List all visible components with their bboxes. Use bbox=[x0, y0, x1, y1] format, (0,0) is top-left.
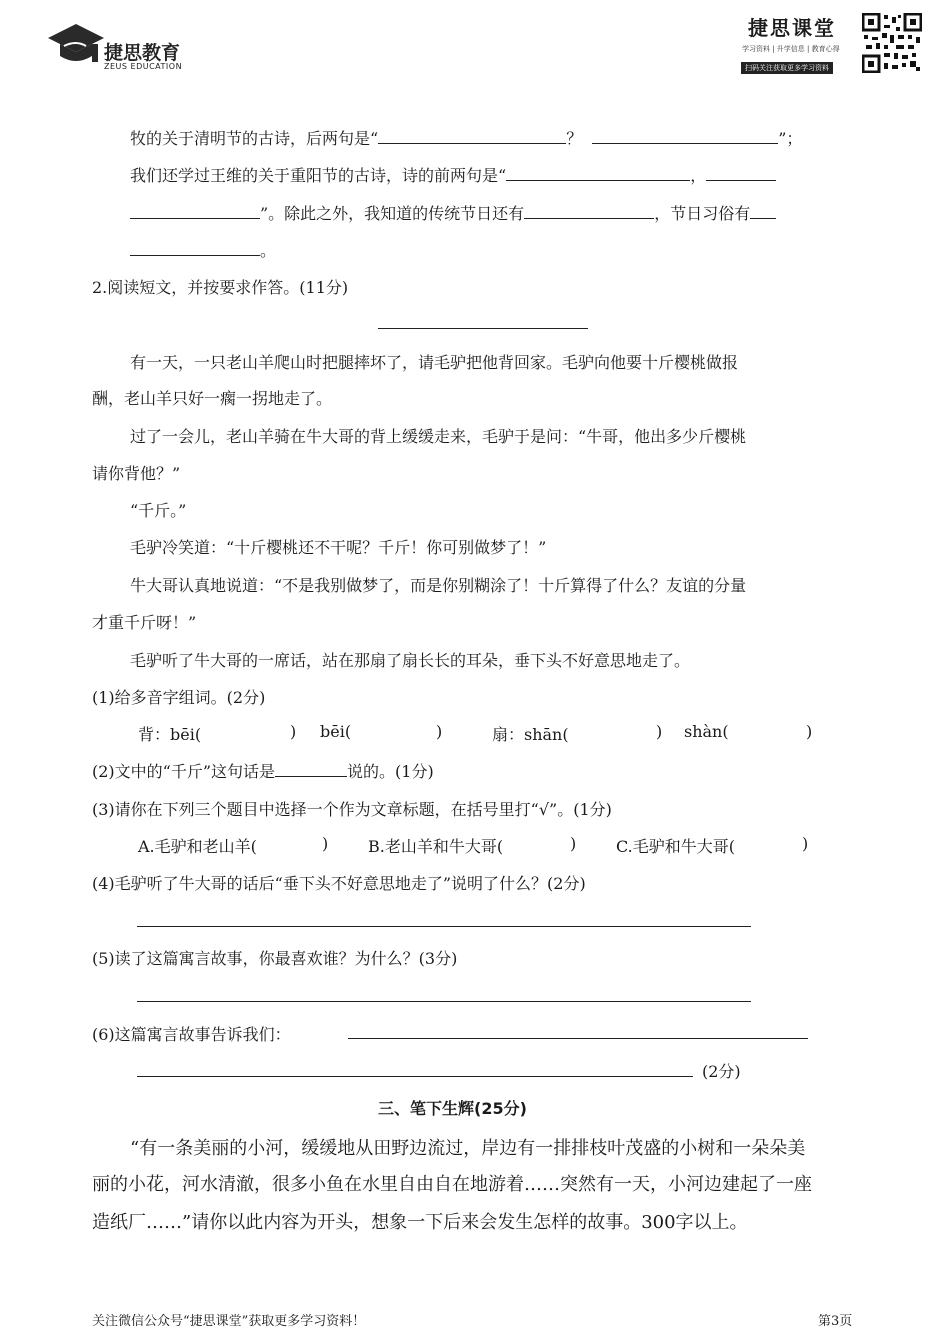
sub-q1-paren: ) bbox=[290, 722, 297, 741]
section-3-line-1: “有一条美丽的小河，缓缓地从田野边流过，岸边有一排排枝叶茂盛的小树和一朵朵美 bbox=[130, 1138, 806, 1159]
story-para-2-line-2: 请你背他？” bbox=[92, 464, 181, 483]
option-c[interactable]: C.毛驴和牛大哥( bbox=[616, 837, 736, 856]
story-para-5-line-1: 牛大哥认真地说道：“不是我别做梦了，而是你别糊涂了！十斤算得了什么？友谊的分量 bbox=[130, 576, 747, 595]
q1-line-4: 。 bbox=[130, 238, 276, 261]
answer-blank[interactable] bbox=[592, 127, 778, 144]
answer-blank[interactable] bbox=[130, 202, 260, 219]
option-b-paren: ) bbox=[570, 834, 577, 853]
story-para-1-line-1: 有一天，一只老山羊爬山时把腿摔坏了，请毛驴把他背回家。毛驴向他要十斤樱桃做报 bbox=[130, 353, 739, 372]
answer-blank[interactable] bbox=[275, 760, 347, 777]
section-3-line-2: 丽的小花，河水清澈，很多小鱼在水里自由自在地游着……突然有一天，小河边建起了一座 bbox=[92, 1174, 812, 1195]
option-b[interactable]: B.老山羊和牛大哥( bbox=[368, 837, 504, 856]
right-brand-title: 捷思课堂 bbox=[748, 16, 836, 40]
sub-question-4: (4)毛驴听了牛大哥的话后“垂下头不好意思地走了”说明了什么？(2分) bbox=[92, 874, 586, 893]
sub-q1-paren: ) bbox=[656, 722, 663, 741]
answer-blank[interactable] bbox=[130, 239, 260, 256]
answer-blank[interactable] bbox=[706, 164, 776, 181]
option-a[interactable]: A.毛驴和老山羊( bbox=[138, 837, 257, 856]
q1-line-1: 牧的关于清明节的古诗，后两句是“ ？ ”； bbox=[130, 129, 803, 148]
sub-question-3: (3)请你在下列三个题目中选择一个作为文章标题，在括号里打“√”。(1分) bbox=[92, 800, 612, 819]
story-para-3: “千斤。” bbox=[130, 501, 187, 520]
answer-line[interactable] bbox=[348, 1022, 808, 1039]
story-para-2-line-1: 过了一会儿，老山羊骑在牛大哥的背上缓缓走来，毛驴于是问：“牛哥，他出多少斤樱桃 bbox=[130, 427, 747, 446]
right-brand-bar: 扫码关注获取更多学习资料 bbox=[741, 62, 833, 74]
section-3-title: 三、笔下生辉(25分) bbox=[378, 1099, 527, 1118]
q1-line-2: 我们还学过王维的关于重阳节的古诗，诗的前两句是“ ， bbox=[130, 163, 776, 186]
page-number: 第3页 bbox=[818, 1314, 853, 1329]
option-c-paren: ) bbox=[802, 834, 809, 853]
answer-blank[interactable] bbox=[378, 127, 566, 144]
section-3-line-3: 造纸厂……”请你以此内容为开头，想象一下后来会发生怎样的故事。300字以上。 bbox=[92, 1212, 748, 1233]
qr-code-icon bbox=[862, 13, 922, 77]
sub-q1-item-shan1: 扇：shān( bbox=[492, 725, 569, 744]
sub-q1-item-bei2: bēi( bbox=[320, 722, 352, 741]
footer-note: 关注微信公众号“捷思课堂”获取更多学习资料！ bbox=[92, 1314, 366, 1329]
answer-blank[interactable] bbox=[524, 202, 654, 219]
answer-line[interactable] bbox=[137, 1060, 693, 1077]
option-a-paren: ) bbox=[322, 834, 329, 853]
answer-blank[interactable] bbox=[506, 164, 690, 181]
answer-blank[interactable] bbox=[750, 202, 776, 219]
brand-name: 捷思教育 bbox=[104, 42, 181, 64]
brand-logo bbox=[46, 20, 106, 76]
sub-q1-item-bei1: 背：bēi( bbox=[138, 725, 202, 744]
sub-question-6: (6)这篇寓言故事告诉我们： bbox=[92, 1025, 291, 1044]
story-para-5-line-2: 才重千斤呀！” bbox=[92, 613, 197, 632]
story-title-blank[interactable] bbox=[378, 312, 588, 329]
q2-title: 2.阅读短文，并按要求作答。(11分) bbox=[92, 278, 349, 297]
answer-line[interactable] bbox=[137, 910, 751, 927]
graduation-cap-icon bbox=[46, 20, 106, 72]
sub-q1-item-shan2: shàn( bbox=[684, 722, 729, 741]
sub-question-1: (1)给多音字组词。(2分) bbox=[92, 688, 266, 707]
sub-question-5: (5)读了这篇寓言故事，你最喜欢谁？为什么？(3分) bbox=[92, 949, 458, 968]
answer-line[interactable] bbox=[137, 985, 751, 1002]
sub-q1-paren: ) bbox=[436, 722, 443, 741]
right-brand-tags: 学习资料 | 升学信息 | 教育心得 bbox=[742, 45, 840, 53]
q1-line-3: ”。除此之外，我知道的传统节日还有 ，节日习俗有 bbox=[130, 201, 776, 224]
sub-question-6-score: (2分) bbox=[702, 1062, 741, 1081]
story-para-4: 毛驴冷笑道：“十斤樱桃还不干呢？千斤！你可别做梦了！” bbox=[130, 538, 547, 557]
story-para-1-line-2: 酬，老山羊只好一瘸一拐地走了。 bbox=[92, 389, 333, 408]
sub-q1-paren: ) bbox=[806, 722, 813, 741]
brand-name-en: ZEUS EDUCATION bbox=[104, 62, 183, 71]
story-para-6: 毛驴听了牛大哥的一席话，站在那扇了扇长长的耳朵，垂下头不好意思地走了。 bbox=[130, 651, 691, 670]
sub-question-2: (2)文中的“千斤”这句话是 说的。(1分) bbox=[92, 762, 434, 781]
